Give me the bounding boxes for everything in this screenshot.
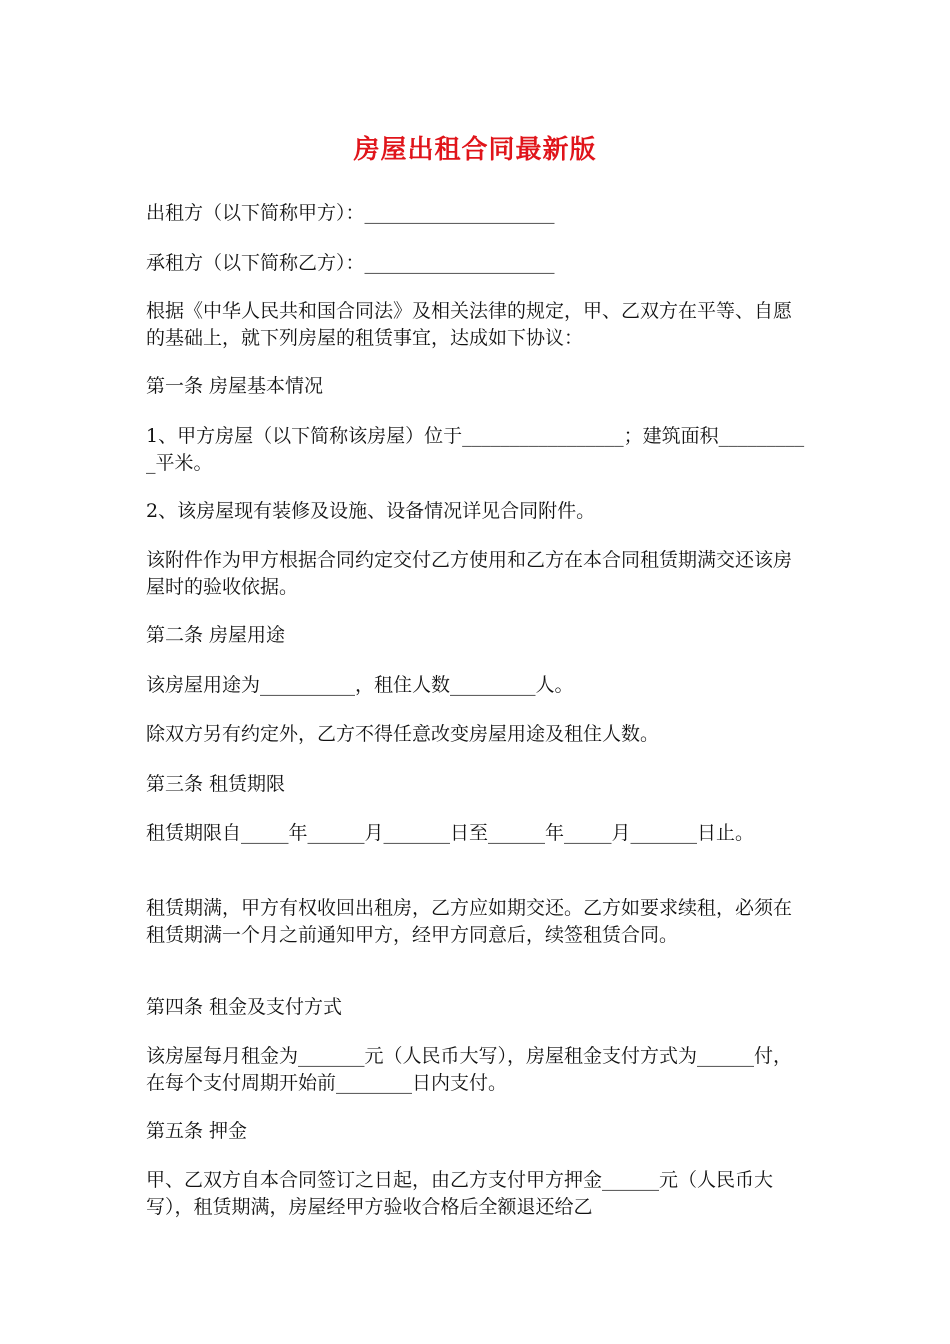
article-3-heading: 第三条 租赁期限 (146, 773, 286, 795)
article-2-restriction: 除双方另有约定外，乙方不得任意改变房屋用途及租住人数。 (146, 723, 660, 745)
lessor-line: 出租方（以下简称甲方）：____________________ (146, 202, 555, 224)
article-1-clause-1: 1、甲方房屋（以下简称该房屋）位于_________________；建筑面积__________平米。 (146, 425, 805, 474)
article-2-usage: 该房屋用途为__________，租住人数_________人。 (146, 674, 574, 696)
lessee-line: 承租方（以下简称乙方）：____________________ (146, 252, 555, 274)
preamble-paragraph: 根据《中华人民共和国合同法》及相关法律的规定，甲、乙双方在平等、自愿的基础上，就下列房屋的租赁事宜，达成如下协议： (146, 300, 793, 349)
article-3-term: 租赁期限自_____年______月_______日至______年_____月_______日止。 (146, 822, 755, 844)
article-1-heading: 第一条 房屋基本情况 (146, 375, 324, 397)
article-3-renewal: 租赁期满，甲方有权收回出租房，乙方应如期交还。乙方如要求续租，必须在租赁期满一个月之前通知甲方，经甲方同意后，续签租赁合同。 (146, 897, 793, 946)
article-2-heading: 第二条 房屋用途 (146, 624, 286, 646)
article-1-annex-note: 该附件作为甲方根据合同约定交付乙方使用和乙方在本合同租赁期满交还该房屋时的验收依据。 (146, 549, 793, 598)
article-1-clause-2: 2、该房屋现有装修及设施、设备情况详见合同附件。 (146, 500, 596, 522)
document-title: 房屋出租合同最新版 (353, 135, 597, 165)
article-4-rent: 该房屋每月租金为_______元（人民币大写），房屋租金支付方式为______付，在每个支付周期开始前________日内支付。 (146, 1045, 793, 1094)
article-4-heading: 第四条 租金及支付方式 (146, 996, 343, 1018)
article-5-heading: 第五条 押金 (146, 1120, 248, 1142)
article-5-deposit: 甲、乙双方自本合同签订之日起，由乙方支付甲方押金______元（人民币大写），租赁期满，房屋经甲方验收合格后全额退还给乙 (146, 1169, 774, 1218)
